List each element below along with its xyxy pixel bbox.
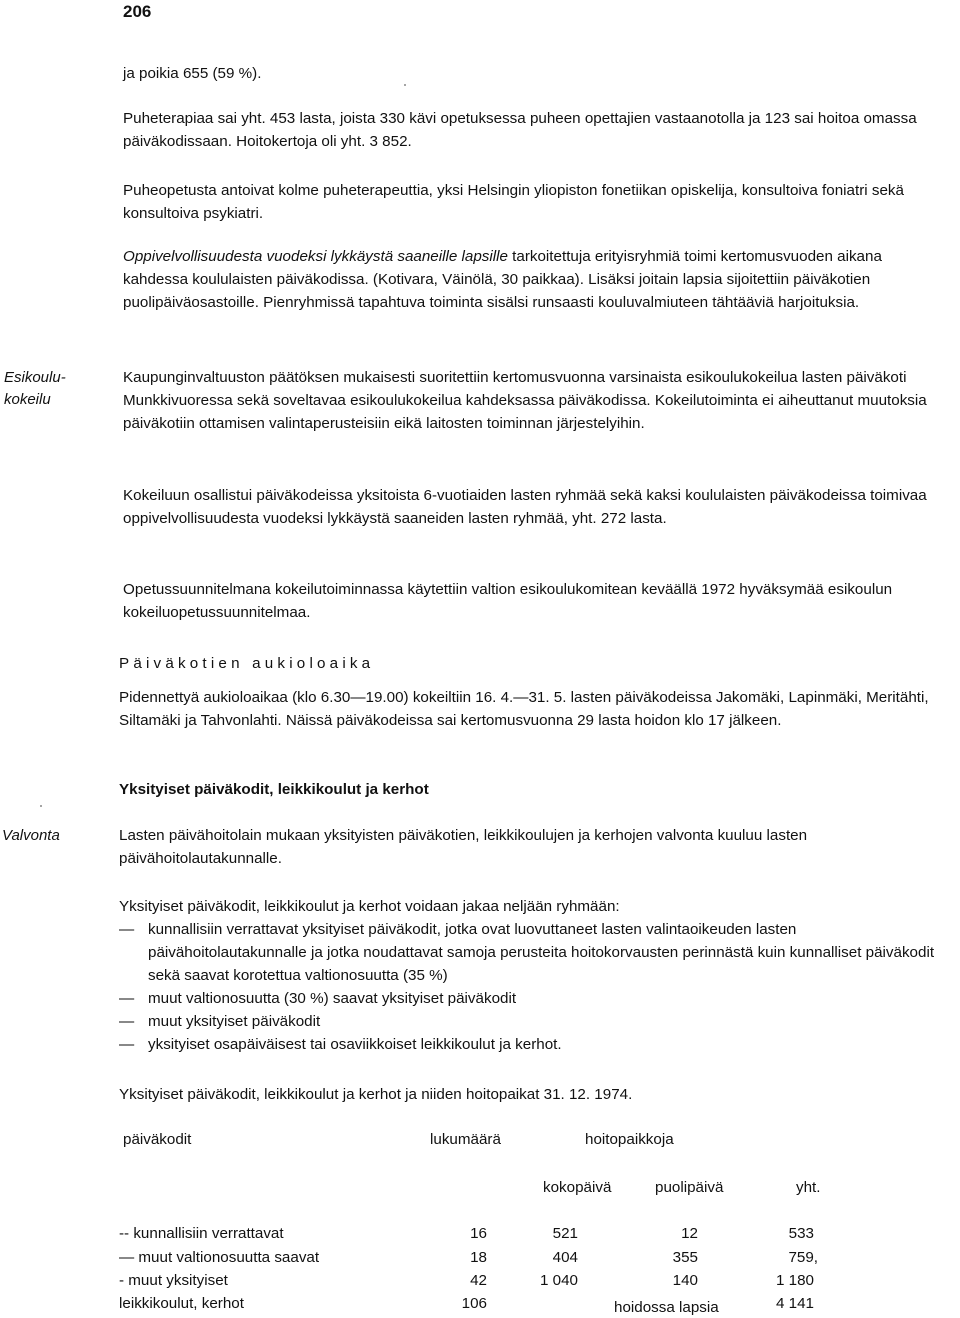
special-groups-italic-lead: Oppivelvollisuudesta vuodeksi lykkäystä saaneille lapsille xyxy=(123,248,508,265)
margin-label-line: Esikoulu- xyxy=(4,369,66,386)
list-item: — muut valtionosuutta (30 %) saavat yksityiset päiväkodit xyxy=(119,987,943,1010)
paragraph-preschool-trial: Kaupunginvaltuuston päätöksen mukaisesti suoritettiin kertomusvuonna varsinaista esikoulukokeilua lasten päiväkoti Munkkivuoressa sekä soveltavaa esikoulukokeilua kahdeksassa päiväkodissa. Kokeilutoiminta ei aiheuttanut muutoksia päiväkotiin ottamisen valintaperusteisiin eikä laitosten toiminnan järjestelyihin. xyxy=(123,369,927,432)
table-cell-count: 106 xyxy=(461,1295,487,1312)
table-header-kokopaiva: kokopäivä xyxy=(543,1179,612,1196)
scan-speck xyxy=(40,805,42,807)
table-cell-full-day: 1 040 xyxy=(539,1272,578,1289)
margin-label-line: kokeilu xyxy=(4,391,51,408)
table-cell-total: 1 180 xyxy=(775,1272,814,1289)
paragraph-supervision: Lasten päivähoitolain mukaan yksityisten päiväkotien, leikkikoulujen ja kerhojen valvonta kuuluu lasten päivähoitolautakunnalle. xyxy=(119,827,808,867)
list-item: — muut yksityiset päiväkodit xyxy=(119,1010,943,1033)
page-number: 206 xyxy=(123,2,152,21)
table-cell-full-day: 404 xyxy=(552,1249,578,1266)
table-cell-half-day: 12 xyxy=(681,1225,698,1242)
table-header-paivakodit: päiväkodit xyxy=(123,1131,192,1148)
paragraph-curriculum: Opetussuunnitelmana kokeilutoiminnassa käytettiin valtion esikoulukomitean keväällä 1972 hyväksymää esikoulun kokeiluopetussuunnitelmaa. xyxy=(123,581,893,621)
heading-private-daycare: Yksityiset päiväkodit, leikkikoulut ja kerhot xyxy=(119,781,429,798)
table-cell-count: 42 xyxy=(470,1272,487,1289)
heading-opening-hours: Päiväkotien aukioloaika xyxy=(119,655,375,672)
margin-label-valvonta: Valvonta xyxy=(2,827,60,844)
paragraph-opening-hours: Pidennettyä aukioloaikaa (klo 6.30—19.00) kokeiltiin 16. 4.—31. 5. lasten päiväkodeissa Jakomäki, Lapinmäki, Meritähti, Siltamäki ja Tahvonlahti. Näissä päiväkodeissa sai kertomusvuonna 29 lasta hoidon klo 17 jälkeen. xyxy=(119,689,929,729)
paragraph-table-caption: Yksityiset päiväkodit, leikkikoulut ja kerhot ja niiden hoitopaikat 31. 12. 1974. xyxy=(119,1086,633,1103)
special-groups-text: tarkoitettuja erityisryhmiä toimi kertomusvuoden aikana kahdessa koululaisten päiväkodissa. (Kotivara, Väinölä, 30 paikkaa). Lisäksi joitain lapsia sijoitettiin päiväkotien puolipäiväosastoille. Pienryhmissä tapahtuva toiminta sisälsi runsaasti kouluvalmiuteen tähtääviä harjoituksia. xyxy=(123,248,882,311)
table-row-label: - muut yksityiset xyxy=(119,1272,228,1289)
table-header-yht: yht. xyxy=(796,1179,821,1196)
table-row-label: leikkikoulut, kerhot xyxy=(119,1295,244,1312)
table-cell-total: 4 141 xyxy=(775,1295,814,1312)
paragraph-speech-therapy: Puheterapiaa sai yht. 453 lasta, joista 330 kävi opetuksessa puheen opettajien vastaanotolla ja 123 sai hoitoa omassa päiväkodissaan. Hoitokertoja oli yht. 3 852. xyxy=(123,110,917,150)
paragraph-special-groups xyxy=(123,245,943,314)
paragraph-speech-teachers: Puheopetusta antoivat kolme puheterapeuttia, yksi Helsingin yliopiston fonetiikan opiskelija, konsultoiva foniatri sekä konsultoiva psykiatri. xyxy=(123,182,904,222)
table-header-puolipaiva: puolipäivä xyxy=(655,1179,724,1196)
paragraph-groups-intro: Yksityiset päiväkodit, leikkikoulut ja kerhot voidaan jakaa neljään ryhmään: xyxy=(119,898,620,915)
table-cell-total: 759, xyxy=(788,1249,818,1266)
list-item: — kunnallisiin verrattavat yksityiset päiväkodit, jotka ovat luovuttaneet lasten valintaoikeuden lasten päivähoitolautakunnalle ja jotka noudattavat samoja perusteita hoitokorvausten perinnästä kuin kunnalliset päiväkodit sekä saavat korotettua valtionosuutta (35 %) xyxy=(119,918,943,987)
table-cell-count: 16 xyxy=(470,1225,487,1242)
scan-speck xyxy=(404,84,406,86)
table-cell-total: 533 xyxy=(788,1225,814,1242)
table-cell-full-day: 521 xyxy=(552,1225,578,1242)
table-row-label: -- kunnallisiin verrattavat xyxy=(119,1225,284,1242)
groups-list xyxy=(119,918,943,1056)
paragraph-trial-participants: Kokeiluun osallistui päiväkodeissa yksitoista 6-vuotiaiden lasten ryhmää sekä kaksi koululaisten päiväkodeissa toimivaa oppivelvollisuudesta vuodeksi lykkäystä saaneiden lasten ryhmää, yht. 272 lasta. xyxy=(123,487,927,527)
table-cell-half-day: 355 xyxy=(672,1249,698,1266)
table-cell-half-day: 140 xyxy=(672,1272,698,1289)
table-cell-note: hoidossa lapsia xyxy=(614,1299,719,1316)
list-item: — yksityiset osapäiväisest tai osaviikkoiset leikkikoulut ja kerhot. xyxy=(119,1033,943,1056)
table-header-hoitopaikkoja: hoitopaikkoja xyxy=(585,1131,674,1148)
table-header-lukumaara: lukumäärä xyxy=(430,1131,501,1148)
margin-label-esikoulukokeilu xyxy=(4,367,114,411)
table-cell-count: 18 xyxy=(470,1249,487,1266)
table-row-label: — muut valtionosuutta saavat xyxy=(119,1249,320,1266)
paragraph-girls-count: ja poikia 655 (59 %). xyxy=(123,65,262,82)
